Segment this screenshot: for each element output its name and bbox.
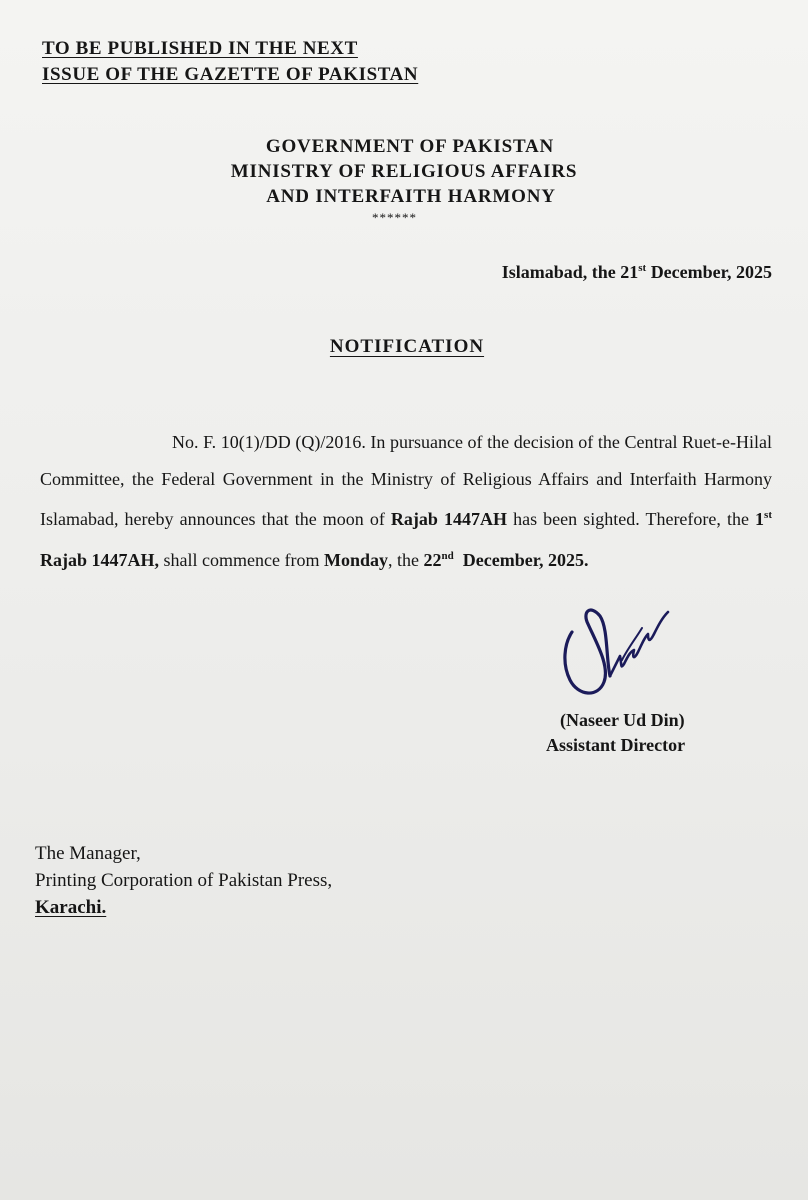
body-text-3: shall commence from — [159, 549, 324, 570]
notification-title-text: NOTIFICATION — [329, 336, 485, 357]
body-commence-day: 22 — [423, 549, 442, 570]
dateline — [502, 262, 772, 283]
addressee-title: The Manager, — [35, 843, 141, 864]
body-text-4: , the — [387, 549, 424, 570]
letterhead-separator: ****** — [372, 210, 417, 225]
gazette-line-1: TO BE PUBLISHED IN THE NEXT — [42, 38, 358, 59]
body-weekday: Monday — [323, 549, 388, 570]
body-commence-rest: December, 2025. — [453, 549, 589, 570]
body-text-2: has been sighted. Therefore, the — [507, 509, 756, 529]
dateline-day-suffix: st — [638, 262, 647, 274]
notification-title — [0, 336, 808, 358]
body-first-day-suffix: st — [764, 509, 772, 521]
letterhead — [0, 134, 808, 209]
signatory-name: (Naseer Ud Din) — [560, 710, 685, 730]
dateline-rest: December, 2025 — [646, 262, 772, 282]
body-commence-suffix: nd — [441, 549, 454, 562]
body-first-day-month: Rajab 1447AH, — [40, 549, 160, 570]
body-text-1: No. F. 10(1)/DD (Q)/2016. In pursuance of the decision of the Central Ruet-e-Hilal Committee, the Federal Government in the Ministry of Religious Affairs and Interfaith Harmony Islamabad, hereby announces that the moon of — [40, 432, 772, 529]
dateline-place: Islamabad, the 21 — [501, 262, 639, 282]
gazette-publication-note — [42, 36, 418, 88]
letterhead-ministry-cont: AND INTERFAITH HARMONY — [266, 186, 556, 207]
body-first-day-number: 1 — [755, 509, 765, 529]
notification-body — [40, 424, 772, 578]
body-commence-date — [423, 550, 588, 570]
addressee-city: Karachi. — [35, 897, 107, 918]
letterhead-ministry: MINISTRY OF RELIGIOUS AFFAIRS — [230, 161, 578, 182]
addressee-organization: Printing Corporation of Pakistan Press, — [35, 870, 333, 891]
signatory-designation: Assistant Director — [546, 735, 686, 755]
addressee-block — [35, 840, 332, 921]
letterhead-government: GOVERNMENT OF PAKISTAN — [265, 136, 555, 157]
handwritten-signature — [558, 598, 678, 708]
body-month: Rajab 1447AH — [390, 509, 508, 529]
signatory-block — [546, 708, 685, 758]
gazette-line-2: ISSUE OF THE GAZETTE OF PAKISTAN — [42, 64, 419, 85]
